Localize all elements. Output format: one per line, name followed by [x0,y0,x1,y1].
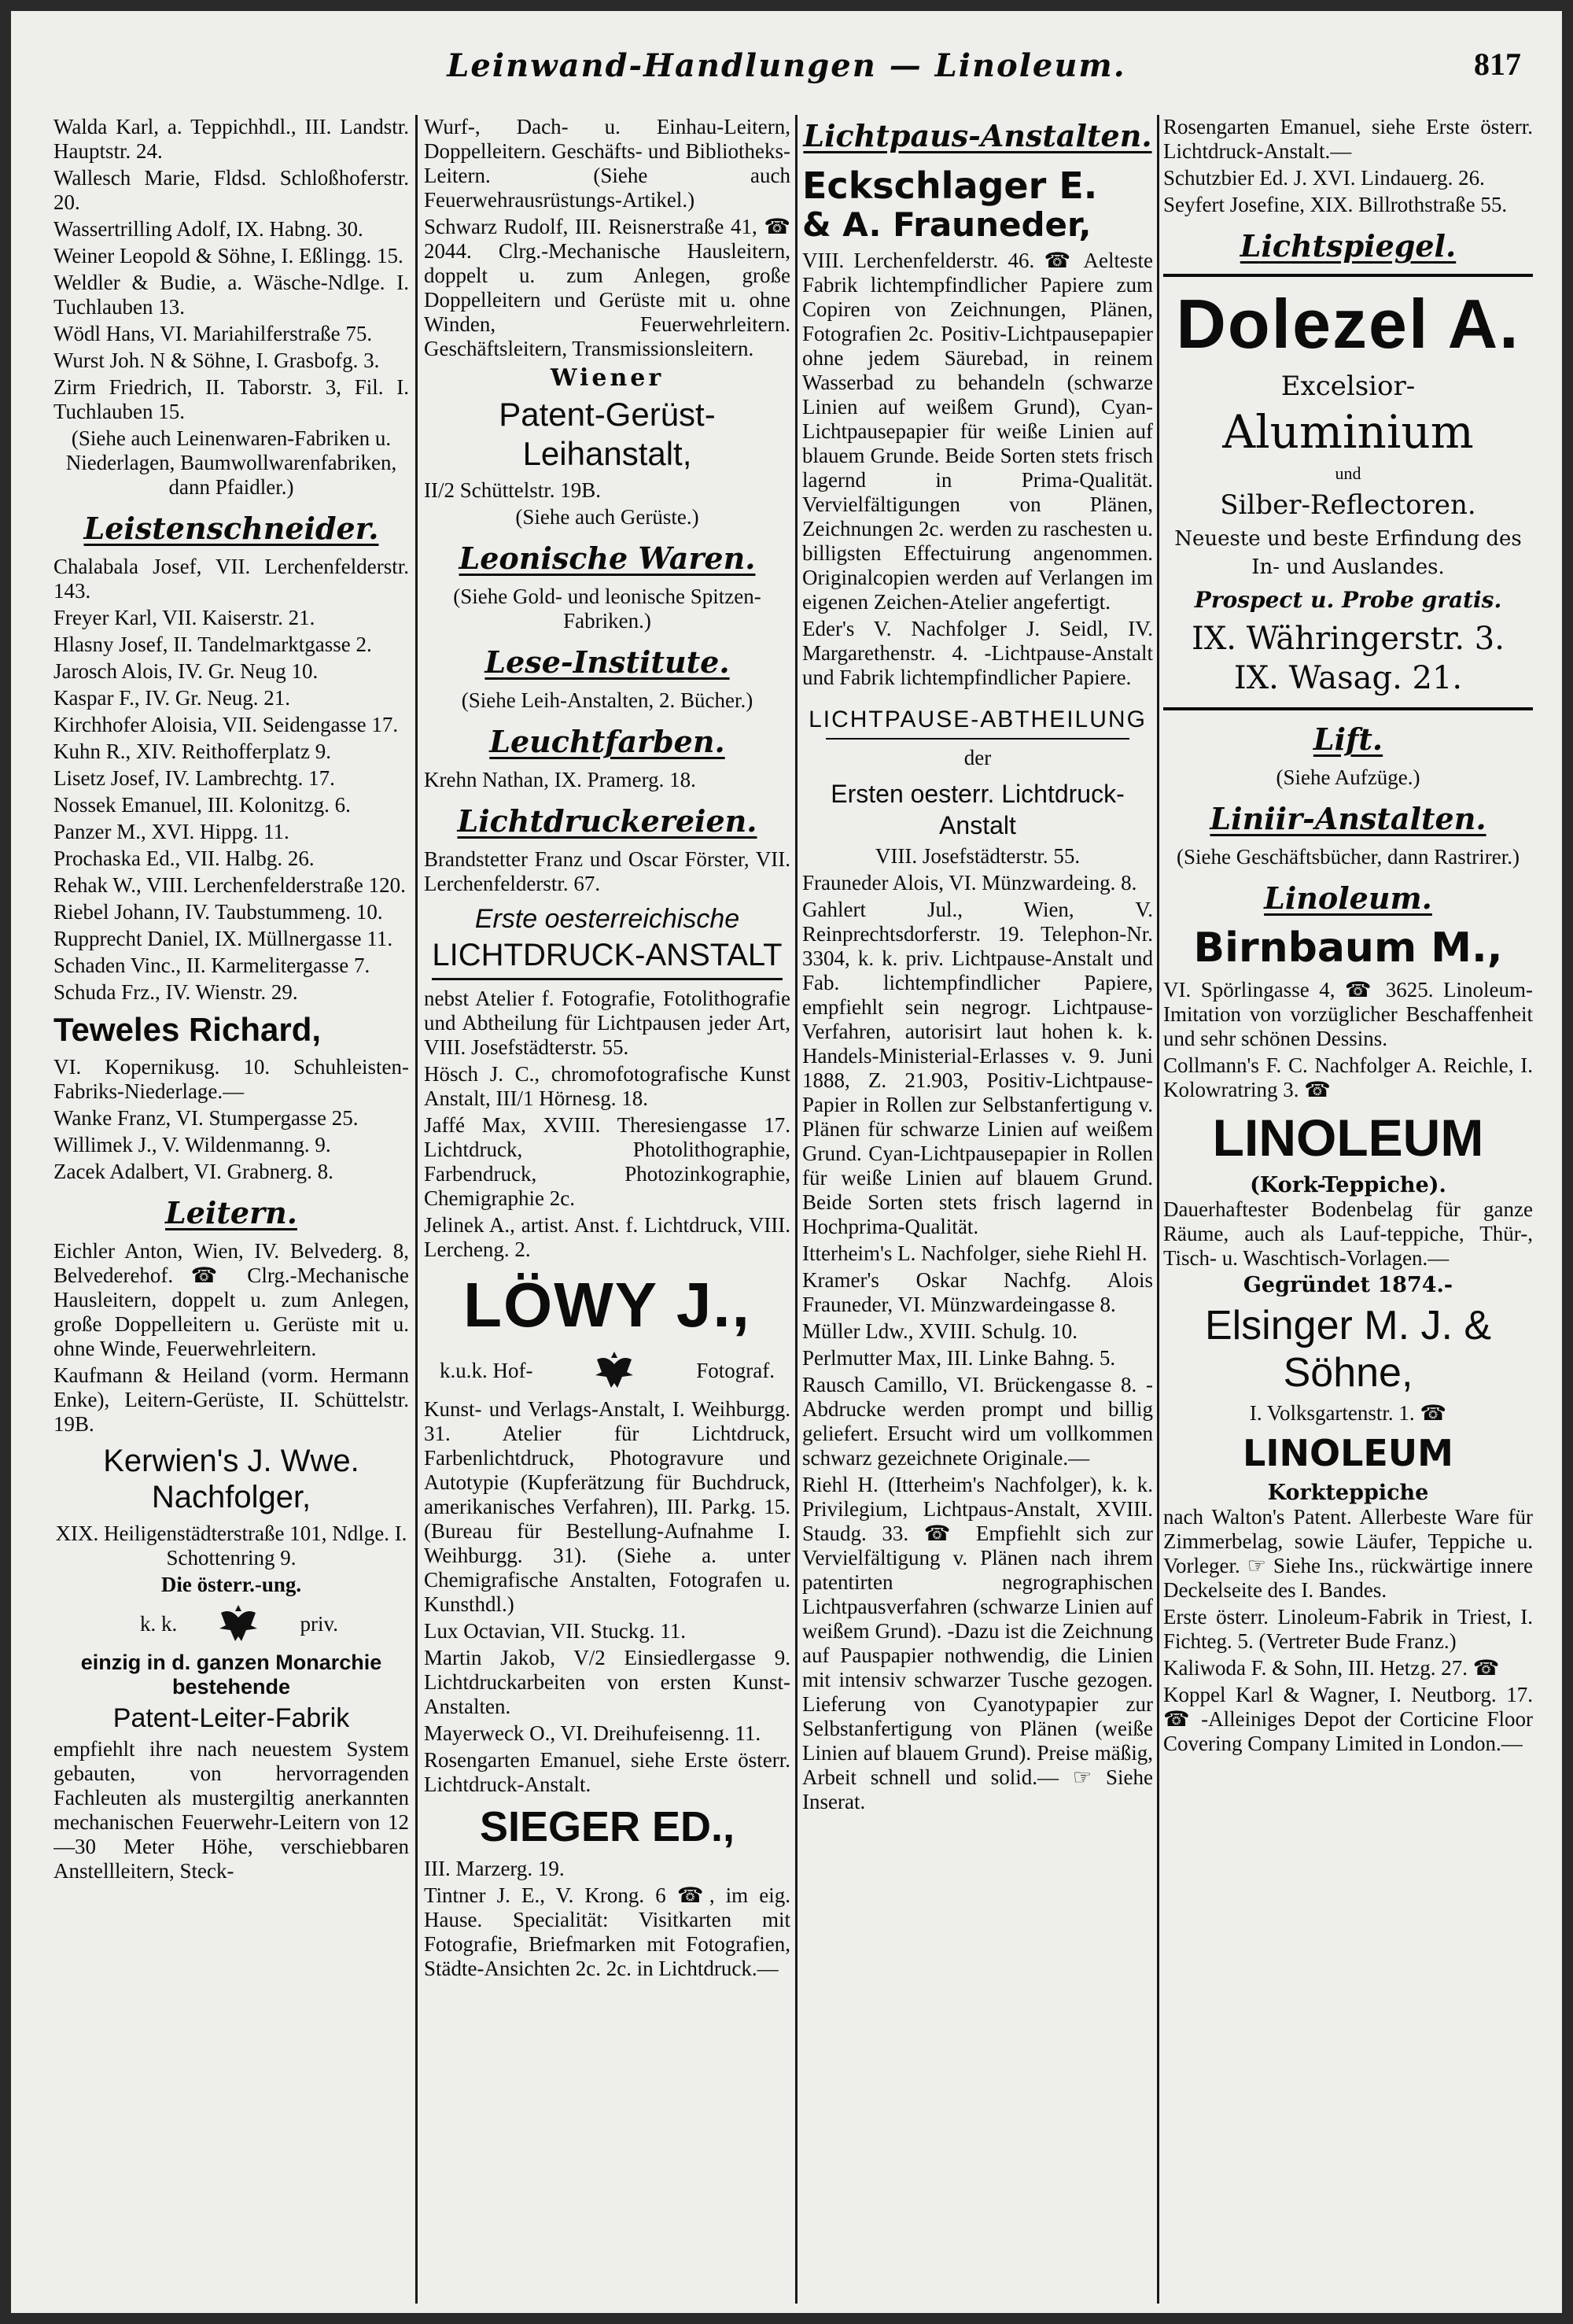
section-heading: Lichtpaus-Anstalten. [803,118,1152,153]
listing-entry: Freyer Karl, VII. Kaiserstr. 21. [53,606,315,629]
advertisement-text: Korkteppiche [1267,1481,1429,1505]
listing-entry: Brandstetter Franz und Oscar Förster, VII. Lerchenfelderstr. 67. [424,847,790,895]
advertisement-text: und [1335,463,1361,483]
advertiser-name: Eckschlager E. [802,164,1098,207]
divider [1163,274,1533,277]
divider [1163,707,1533,710]
advertisement-heading: Patent-Gerüst-Leihanstalt, [499,396,716,472]
listing-entry: Tintner J. E., V. Krong. 6 ☎, im eig. Hause. Specialität: Visitkarten mit Fotografie, Briefmarken mit Fotografien, Städte-Ansichten 2c. 2c. in Lichtdruck.— [424,1883,790,1980]
listing-entry: Kaliwoda F. & Sohn, III. Hetzg. 27. ☎ [1163,1656,1500,1680]
advertiser-name: Birnbaum M., [1193,924,1503,972]
listing-entry: Willimek J., V. Wildenmanng. 9. [53,1133,331,1156]
listing-entry: Walda Karl, a. Teppichhdl., III. Landstr. Hauptstr. 24. [53,115,409,163]
column-4 [1163,115,1533,2304]
advertisement-text: (Kork-Teppiche). [1250,1173,1446,1197]
advertisement-text: nach Walton's Patent. Allerbeste Ware für Zimmerbelag, sowie Läufer, Teppiche u. Vorleger. ☞ Siehe Ins., rückwärtige innere Deckelseite des I. Bandes. [1163,1505,1533,1602]
listing-entry: Koppel Karl & Wagner, I. Neutborg. 17. ☎ -Alleiniges Depot der Corticine Floor Covering Company Limited in London.— [1163,1683,1533,1755]
section-heading: Lese-Institute. [484,644,730,680]
advertiser-address: I. Volksgartenstr. 1. ☎ [1249,1401,1447,1425]
page-number: 817 [1474,46,1521,82]
section-heading: Leuchtfarben. [489,724,725,759]
section-heading: Leistenschneider. [83,511,379,546]
advertiser-address: VIII. Josefstädterstr. 55. [875,844,1081,868]
listing-entry: Perlmutter Max, III. Linke Bahng. 5. [802,1346,1116,1370]
advertisement-heading: LICHTDRUCK-ANSTALT [432,935,783,980]
listing-entry: Zacek Adalbert, VI. Grabnerg. 8. [53,1160,333,1183]
advertiser-name: SIEGER ED., [479,1803,735,1850]
advertisement-heading: Aluminium [1222,405,1474,459]
page-header [11,11,1562,86]
column-rule [1157,115,1159,2304]
listing-entry: Schaden Vinc., II. Karmelitergasse 7. [53,954,370,977]
listing-entry: Rupprecht Daniel, IX. Müllnergasse 11. [53,927,393,950]
advertisement-text: nebst Atelier f. Fotografie, Fotolithografie und Abtheilung für Lichtpausen jeder Art, VIII. Josefstädterstr. 55. [424,987,790,1059]
listing-entry: Zirm Friedrich, II. Taborstr. 3, Fil. I. Tuchlauben 15. [53,375,409,423]
listing-entry: Wurf-, Dach- u. Einhau-Leitern, Doppelleitern. Geschäfts- und Bibliotheks-Leitern. (Siehe auch Feuerwehrausrüstungs-Artikel.) [424,115,790,212]
listing-entry: Wödl Hans, VI. Mariahilferstraße 75. [53,322,373,345]
advertisement-text: priv. [300,1611,338,1636]
column-3 [802,115,1153,2304]
cross-reference-note: (Siehe Aufzüge.) [1276,765,1420,789]
section-heading: Lichtspiegel. [1240,228,1457,264]
listing-entry: Riebel Johann, IV. Taubstummeng. 10. [53,900,383,924]
listing-entry: Itterheim's L. Nachfolger, siehe Riehl H. [802,1241,1148,1265]
emblem-row [53,1602,409,1646]
listing-entry: Schwarz Rudolf, III. Reisnerstraße 41, ☎ 2044. Clrg.-Mechanische Hausleitern, doppelt u. zum Anlegen, große Doppelleitern und Gerüste mit u. ohne Winden, Feuerwehrleitern. Geschäftsleitern, Transmissionsleitern. [424,215,790,360]
section-heading: Leitern. [165,1195,297,1230]
advertisement-text: Gegründet 1874.- [1243,1273,1453,1297]
cross-reference-note: (Siehe auch Gerüste.) [515,505,699,529]
listing-entry: Lux Octavian, VII. Stuckg. 11. [424,1619,686,1643]
listing-entry: Gahlert Jul., Wien, V. Reinprechtsdorferstr. 19. Telephon-Nr. 3304, k. k. priv. Lichtpause-Anstalt und Fab. lichtempfindlicher Papiere, empfiehlt sein negrogr. Lichtpause-Verfahren, autorisirt laut hohen k. k. Handels-Ministerial-Erlasses v. 9. Juni 1888, Z. 21.903, Positiv-Lichtpause-Papier in Rollen zur Selbstanfertigung v. Plänen für schwarze Linien auf weißem Grund. Cyan-Lichtpausepapier in Rollen für weiße Linien auf blauem Grund. Beide Sorten stets frisch lagernd in Hochprima-Qualität. [802,898,1153,1238]
advertisement-text: Die österr.-ung. [160,1573,302,1596]
listing-entry: Wanke Franz, VI. Stumpergasse 25. [53,1106,359,1130]
listing-entry: VI. Kopernikusg. 10. Schuhleisten-Fabriks-Niederlage.— [53,1055,409,1103]
listing-entry: Kuhn R., XIV. Reithofferplatz 9. [53,740,331,763]
advertisement-heading: LINOLEUM [1243,1432,1453,1474]
section-heading: Leonische Waren. [459,540,756,576]
section-heading: Lichtdruckereien. [457,803,757,839]
listing-entry: Eder's V. Nachfolger J. Seidl, IV. Margarethenstr. 4. -Lichtpause-Anstalt und Fabrik lichtempfindlicher Papiere. [802,617,1153,689]
section-heading: Lift. [1313,721,1383,757]
advertiser-address: IX. Währingerstr. 3. [1192,621,1505,657]
listing-entry: Rehak W., VIII. Lerchenfelderstraße 120. [53,873,406,897]
column-1 [53,115,409,2304]
advertisement-text: der [963,746,992,769]
listing-entry: Müller Ldw., XVIII. Schulg. 10. [802,1319,1078,1343]
advertisement-text: VIII. Lerchenfelderstr. 46. ☎ Aelteste Fabrik lichtempfindlicher Papiere zum Copiren von Zeichnungen, Plänen, Fotografien 2c. Positiv-Lichtpausepapier ohne jedem Säurebad, in reinem Wasserbad zu behandeln (schwarze Linien auf weißem Grund), Cyan-Lichtpausepapier für weiße Linien auf blauem Grunde. Beide Sorten stets frisch lagernd in Prima-Qualität. Vervielfältigungen von Plänen, Zeichnungen 2c. werden zu raschesten u. billigsten Effectuirung angenommen. Originalcopien werden auf Verlangen im eigenen Zeichen-Atelier angefertigt. [802,249,1153,614]
advertisement-heading: Ersten oesterr. Lichtdruck-Anstalt [831,780,1125,839]
cross-reference-note: (Siehe Leih-Anstalten, 2. Bücher.) [461,688,753,712]
advertisement-heading: Patent-Leiter-Fabrik [112,1703,350,1733]
advertisement-text: Dauerhaftester Bodenbelag für ganze Räume, auch als Lauf-teppiche, Thür-, Tisch- u. Waschtisch-Vorlagen.— [1163,1197,1533,1270]
advertiser-name: Kerwien's J. Wwe. Nachfolger, [103,1444,359,1514]
listing-entry: Collmann's F. C. Nachfolger A. Reichle, I. Kolowratring 3. ☎ [1163,1053,1533,1101]
advertiser-name: Elsinger M. J. & Söhne, [1204,1303,1492,1396]
advertiser-address: II/2 Schüttelstr. 19B. [424,478,601,502]
listing-entry: Kirchhofer Aloisia, VII. Seidengasse 17. [53,713,399,736]
listing-entry: Kaufmann & Heiland (vorm. Hermann Enke), Leitern-Gerüste, II. Schüttelstr. 19B. [53,1363,409,1436]
advertiser-address: IX. Wasag. 21. [1233,660,1463,696]
listing-entry: Riehl H. (Itterheim's Nachfolger), k. k. Privilegium, Lichtpaus-Anstalt, XVIII. Staudg. 33. ☎ Empfiehlt sich zur Vervielfältigung v. Plänen nach ihrem patentirten negrographischen Lichtpausverfahren (schwarze Linien auf weißem Grund). -Dazu ist die Zeichnung auf Pauspapier nothwendig, die Linien mit intensiv schwarzer Tusche gezogen. Lieferung von Cyanotypapier zur Selbstanfertigung von Plänen (weiße Linien auf blauem Grund). Preise mäßig, Arbeit schnell und solid.— ☞ Siehe Inserat. [802,1473,1153,1813]
double-eagle-emblem-icon [591,1348,638,1393]
listing-entry: Wallesch Marie, Fldsd. Schloßhoferstr. 20. [53,166,409,214]
listing-entry: Panzer M., XVI. Hippg. 11. [53,820,289,843]
listing-entry: Jelinek A., artist. Anst. f. Lichtdruck, VIII. Lercheng. 2. [424,1213,790,1261]
advertisement-text: Erste oesterreichische [474,904,740,934]
cross-reference-note: (Siehe Geschäftsbücher, dann Rastrirer.) [1176,845,1520,869]
page-title: Leinwand-Handlungen — Linoleum. [447,47,1126,84]
advertiser-name: Dolezel A. [1176,285,1520,363]
listing-entry: Weldler & Budie, a. Wäsche-Ndlge. I. Tuchlauben 13. [53,271,409,319]
advertiser-name: Teweles Richard, [53,1011,322,1048]
advertiser-address: III. Marzerg. 19. [424,1857,565,1880]
advertisement-text: VI. Spörlingasse 4, ☎ 3625. Linoleum-Imitation von vorzüglicher Beschaffenheit und sehr schönen Dessins. [1163,978,1533,1050]
advertisement-text: Prospect u. Probe gratis. [1194,587,1502,613]
listing-entry: Kramer's Oskar Nachfg. Alois Frauneder, VI. Münzwardeingasse 8. [802,1268,1153,1316]
advertisement-text: Wiener [550,364,665,392]
advertisement-text: Kunst- und Verlags-Anstalt, I. Weihburgg. 31. Atelier für Lichtdruck, Farbenlichtdruck, Photogravure und Autotypie (Kupferätzung für Buchdruck, amerikanisches Verfahren), III. Parkg. 15. (Bureau für Bestellung-Aufnahme I. Weihburgg. 31). (Siehe a. unter Chemigrafische Anstalten, Fotografen u. Kunsthdl.) [424,1397,790,1616]
listing-entry: Hlasny Josef, II. Tandelmarktgasse 2. [53,633,372,656]
advertiser-address: XIX. Heiligenstädterstraße 101, Ndlge. I. Schottenring 9. [55,1522,407,1570]
section-heading: Linoleum. [1264,880,1432,916]
column-2 [424,115,790,2304]
listing-entry: Kaspar F., IV. Gr. Neug. 21. [53,686,291,710]
advertisement-text: einzig in d. ganzen Monarchie bestehende [80,1651,382,1699]
listing-entry: Jaffé Max, XVIII. Theresiengasse 17. Lichtdruck, Photolithographie, Farbendruck, Photozinkographie, Chemigraphie 2c. [424,1113,790,1210]
advertisement-heading: LICHTPAUSE-ABTHEILUNG [809,706,1147,732]
double-eagle-emblem-icon [215,1602,262,1646]
listing-entry: Hösch J. C., chromofotografische Kunst Anstalt, III/1 Hörnesg. 18. [424,1062,790,1110]
listing-entry: Jarosch Alois, IV. Gr. Neug 10. [53,659,319,683]
listing-entry: Lisetz Josef, IV. Lambrechtg. 17. [53,766,335,790]
listing-entry: Mayerweck O., VI. Dreihufeisenng. 11. [424,1721,761,1745]
listing-entry: Rosengarten Emanuel, siehe Erste österr. Lichtdruck-Anstalt.— [1163,115,1533,163]
listing-entry: Schuda Frz., IV. Wienstr. 29. [53,980,298,1004]
listing-entry: Krehn Nathan, IX. Pramerg. 18. [424,768,696,791]
advertisement-text: k. k. [140,1611,178,1636]
listing-entry: Rausch Camillo, VI. Brückengasse 8. -Abdrucke werden prompt und billig geliefert. Ersucht wird um vollkommen schwarz gezeichnete Originale.— [802,1373,1153,1470]
advertisement-text: empfiehlt ihre nach neuestem System gebauten, von hervorragenden Fachleuten als mustergiltig anerkannten mechanischen Feuerwehr-Leitern von 12—30 Meter Höhe, verschiebbaren Anstellleitern, Steck- [53,1737,409,1883]
listing-entry: Erste österr. Linoleum-Fabrik in Triest, I. Fichteg. 5. (Vertreter Bude Franz.) [1163,1605,1533,1653]
listing-entry: Eichler Anton, Wien, IV. Belvederg. 8, Belvederehof. ☎ Clrg.-Mechanische Hausleitern, doppelt u. zum Anlegen, große Doppelleitern u. Gerüste mit u. ohne Winde, Feuerwehrleitern. [53,1239,409,1360]
advertisement-text: Neueste und beste Erfindung des In- und Auslandes. [1174,527,1522,579]
listing-entry: Rosengarten Emanuel, siehe Erste österr. Lichtdruck-Anstalt. [424,1748,790,1796]
advertisement-text: k.u.k. Hof- [440,1358,533,1382]
listing-entry: Schutzbier Ed. J. XVI. Lindauerg. 26. [1163,166,1485,190]
listing-entry: Chalabala Josef, VII. Lerchenfelderstr. 143. [53,555,409,603]
emblem-row [424,1348,790,1393]
advertisement-heading: LINOLEUM [1212,1109,1484,1167]
listing-entry: Wassertrilling Adolf, IX. Habng. 30. [53,217,363,241]
advertisement-text: Fotograf. [696,1358,775,1382]
cross-reference-note: (Siehe auch Leinenwaren-Fabriken u. Niederlagen, Baumwollwarenfabriken, dann Pfaidler.) [65,426,397,499]
directory-page [11,11,1562,2313]
listing-entry: Nossek Emanuel, III. Kolonitzg. 6. [53,793,351,817]
column-rule [795,115,798,2304]
listing-entry: Martin Jakob, V/2 Einsiedlergasse 9. Lichtdruckarbeiten von ersten Kunst-Anstalten. [424,1646,790,1718]
advertisement-text: Silber-Reflectoren. [1220,489,1476,521]
advertiser-name: & A. Frauneder, [802,205,1092,244]
listing-entry: Weiner Leopold & Söhne, I. Eßlingg. 15. [53,244,403,267]
advertiser-name: LÖWY J., [463,1270,751,1340]
listing-entry: Seyfert Josefine, XIX. Billrothstraße 55. [1163,193,1508,216]
listing-entry: Frauneder Alois, VI. Münzwardeing. 8. [802,871,1137,895]
section-heading: Liniir-Anstalten. [1210,801,1486,836]
advertisement-text: Excelsior- [1280,371,1416,402]
listing-entry: Wurst Joh. N & Söhne, I. Grasbofg. 3. [53,349,380,372]
listing-entry: Prochaska Ed., VII. Halbg. 26. [53,847,315,870]
divider [826,738,1129,740]
cross-reference-note: (Siehe Gold- und leonische Spitzen-Fabriken.) [453,585,761,633]
column-rule [415,115,418,2304]
